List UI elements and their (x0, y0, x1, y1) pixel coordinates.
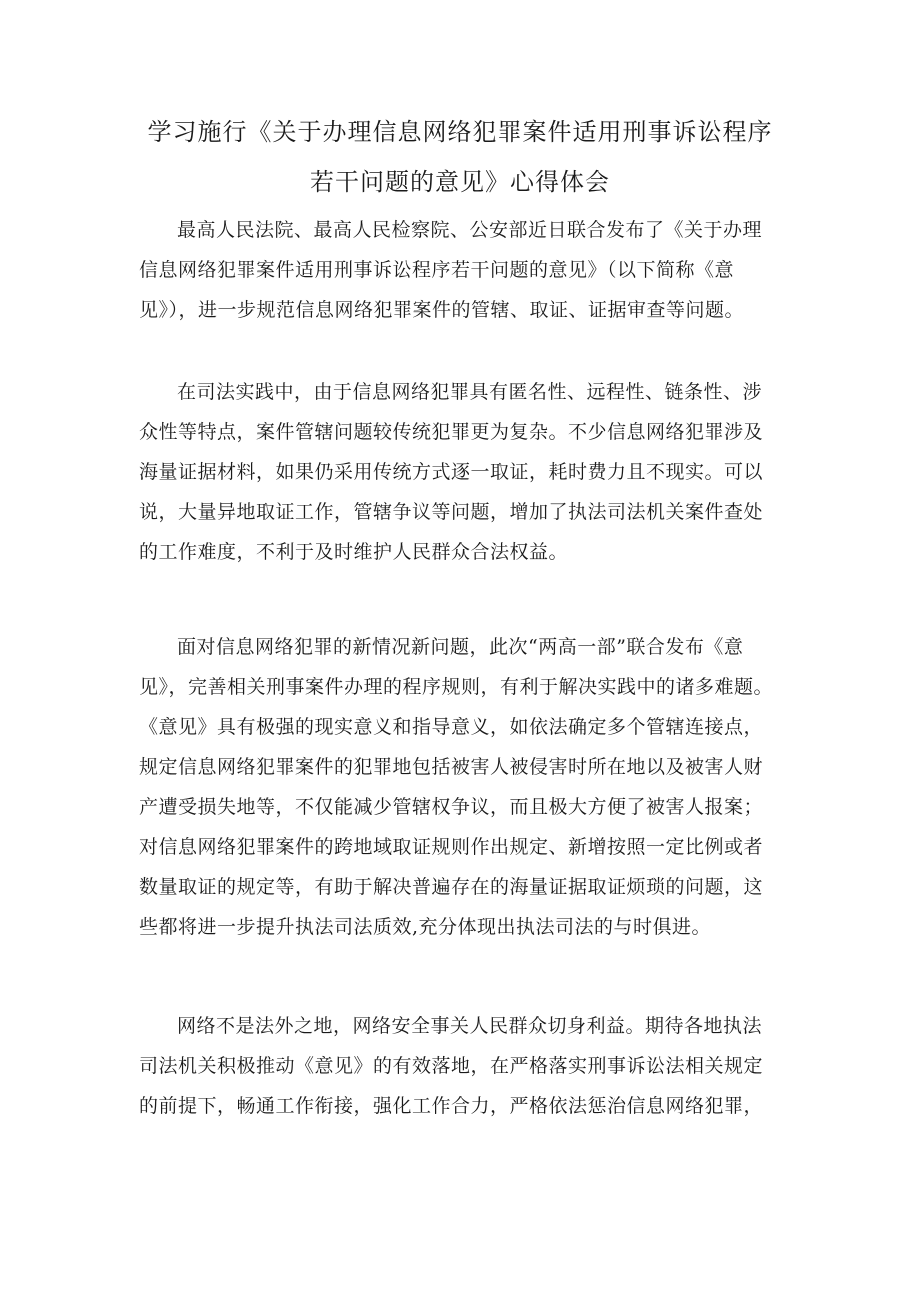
paragraph-line: 规定信息网络犯罪案件的犯罪地包括被害人被侵害时所在地以及被害人财 (139, 756, 764, 778)
paragraph-line: 见》，完善相关刑事案件办理的程序规则，有利于解决实践中的诸多难题。 (139, 676, 774, 698)
paragraph-line: 众性等特点，案件管辖问题较传统犯罪更为复杂。不少信息网络犯罪涉及 (139, 421, 764, 443)
paragraph-line: 说，大量异地取证工作，管辖争议等问题，增加了执法司法机关案件查处 (139, 501, 764, 523)
paragraph-line: 的工作难度，不利于及时维护人民群众合法权益。 (139, 541, 569, 563)
paragraph-1 (139, 210, 799, 330)
paragraph-line: 信息网络犯罪案件适用刑事诉讼程序若干问题的意见》（以下简称《意 (139, 259, 735, 281)
paragraph-line: 些都将进一步提升执法司法质效,充分体现出执法司法的与时俱进。 (139, 916, 712, 938)
paragraph-line: 《意见》具有极强的现实意义和指导意义，如依法确定多个管辖连接点， (139, 716, 764, 738)
paragraph-line: 在司法实践中，由于信息网络犯罪具有匿名性、远程性、链条性、涉 (177, 381, 763, 403)
document-title-line-2: 若干问题的意见》心得体会 (310, 168, 610, 196)
paragraph-line: 的前提下，畅通工作衔接，强化工作合力，严格依法惩治信息网络犯罪， (139, 1095, 764, 1117)
paragraph-3 (139, 627, 799, 947)
paragraph-line: 对信息网络犯罪案件的跨地域取证规则作出规定、新增按照一定比例或者 (139, 836, 764, 858)
paragraph-2 (139, 372, 799, 572)
document-title-line-1: 学习施行《关于办理信息网络犯罪案件适用刑事诉讼程序 (147, 118, 773, 146)
paragraph-line: 见》），进一步规范信息网络犯罪案件的管辖、取证、证据审查等问题。 (139, 299, 745, 321)
paragraph-line: 面对信息网络犯罪的新情况新问题，此次“两高一部”联合发布《意 (177, 636, 744, 658)
paragraph-line: 数量取证的规定等，有助于解决普遍存在的海量证据取证烦琐的问题，这 (139, 876, 764, 898)
paragraph-line: 产遭受损失地等，不仅能减少管辖权争议，而且极大方便了被害人报案； (139, 796, 764, 818)
paragraph-line: 司法机关积极推动《意见》的有效落地，在严格落实刑事诉讼法相关规定 (139, 1055, 764, 1077)
paragraph-line: 网络不是法外之地，网络安全事关人民群众切身利益。期待各地执法 (177, 1015, 763, 1037)
paragraph-4 (139, 1006, 799, 1126)
paragraph-line: 最高人民法院、最高人民检察院、公安部近日联合发布了《关于办理 (177, 219, 763, 241)
paragraph-line: 海量证据材料，如果仍采用传统方式逐一取证，耗时费力且不现实。可以 (139, 461, 764, 483)
